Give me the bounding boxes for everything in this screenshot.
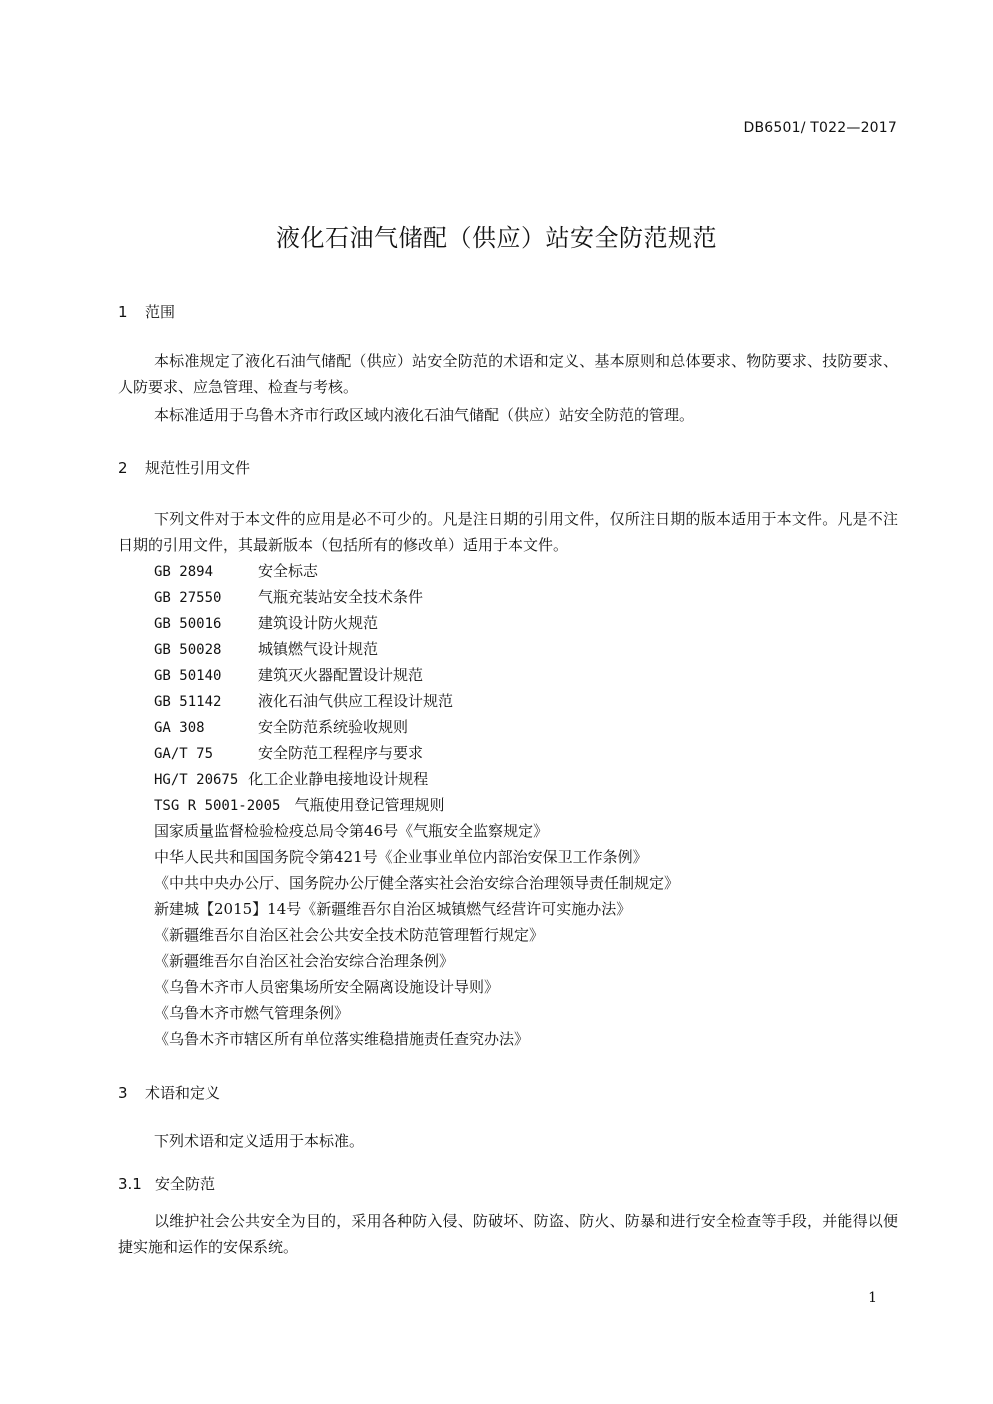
reference-item: [154, 766, 679, 792]
reference-code: GB 2894: [154, 564, 214, 580]
reference-document: 《乌鲁木齐市人员密集场所安全隔离设施设计导则》: [154, 978, 500, 996]
reference-code: GB 27550: [154, 590, 222, 606]
reference-document: 《新疆维吾尔自治区社会治安综合治理条例》: [154, 952, 455, 970]
section-number: 2: [118, 459, 128, 477]
reference-document: 《乌鲁木齐市燃气管理条例》: [154, 1004, 350, 1022]
subsection-3-1-heading: [118, 1173, 215, 1194]
normative-intro: 下列文件对于本文件的应用是必不可少的。凡是注日期的引用文件，仅所注日期的版本适用于本文件。凡是不注日期的引用文件，其最新版本（包括所有的修改单）适用于本文件。: [118, 510, 898, 554]
reference-code: GA/T 75: [154, 746, 214, 762]
section-1-heading: [118, 301, 175, 322]
scope-paragraph-2: 本标准适用于乌鲁木齐市行政区域内液化石油气储配（供应）站安全防范的管理。: [154, 406, 695, 424]
reference-title: 安全防范系统验收规则: [258, 718, 409, 736]
reference-code: HG/T 20675: [154, 772, 239, 788]
reference-document: 国家质量监督检验检疫总局令第46号《气瓶安全监察规定》: [154, 822, 549, 840]
document-code: DB6501/ T022—2017: [743, 120, 897, 136]
reference-item: [154, 662, 679, 688]
scope-paragraph-1: 本标准规定了液化石油气储配（供应）站安全防范的术语和定义、基本原则和总体要求、物防要求、技防要求、人防要求、应急管理、检查与考核。: [118, 352, 898, 396]
reference-item: [154, 714, 679, 740]
reference-title: 安全标志: [258, 562, 319, 580]
reference-code: GB 50016: [154, 616, 222, 632]
reference-item: [154, 740, 679, 766]
term-definition: 以维护社会公共安全为目的，采用各种防入侵、防破坏、防盗、防火、防暴和进行安全检查等手段，并能得以便捷实施和运作的安保系统。: [118, 1212, 898, 1256]
reference-title: 城镇燃气设计规范: [258, 640, 379, 658]
reference-code: GB 50140: [154, 668, 222, 684]
reference-title: 气瓶使用登记管理规则: [294, 796, 445, 814]
section-title: 规范性引用文件: [145, 459, 251, 477]
reference-document: 中华人民共和国国务院令第421号《企业事业单位内部治安保卫工作条例》: [154, 848, 648, 866]
document-title: 液化石油气储配（供应）站安全防范规范: [276, 224, 717, 252]
reference-title: 化工企业静电接地设计规程: [248, 770, 429, 788]
reference-title: 气瓶充装站安全技术条件: [258, 588, 424, 606]
terms-intro: 下列术语和定义适用于本标准。: [154, 1132, 365, 1150]
section-title: 范围: [145, 303, 176, 321]
reference-document: 《中共中央办公厅、国务院办公厅健全落实社会治安综合治理领导责任制规定》: [154, 874, 680, 892]
reference-document: 《乌鲁木齐市辖区所有单位落实维稳措施责任查究办法》: [154, 1030, 530, 1048]
reference-document: 新建城【2015】14号《新疆维吾尔自治区城镇燃气经营许可实施办法》: [154, 900, 632, 918]
subsection-title: 安全防范: [155, 1175, 216, 1193]
reference-code: GB 50028: [154, 642, 222, 658]
reference-title: 安全防范工程程序与要求: [258, 744, 424, 762]
reference-item: [154, 636, 679, 662]
section-title: 术语和定义: [145, 1084, 221, 1102]
reference-item: [154, 610, 679, 636]
section-2-heading: [118, 457, 250, 478]
section-3-heading: [118, 1082, 220, 1103]
reference-document: 《新疆维吾尔自治区社会公共安全技术防范管理暂行规定》: [154, 926, 545, 944]
section-number: 1: [118, 303, 128, 321]
reference-list: [154, 558, 679, 1052]
reference-item: [154, 584, 679, 610]
subsection-number: 3.1: [118, 1175, 142, 1193]
reference-code: GA 308: [154, 720, 205, 736]
reference-item: [154, 792, 679, 818]
reference-code: TSG R 5001-2005: [154, 798, 281, 814]
page-number: 1: [868, 1290, 877, 1306]
reference-code: GB 51142: [154, 694, 222, 710]
reference-title: 建筑灭火器配置设计规范: [258, 666, 424, 684]
section-number: 3: [118, 1084, 128, 1102]
reference-item: [154, 688, 679, 714]
reference-title: 液化石油气供应工程设计规范: [258, 692, 454, 710]
reference-title: 建筑设计防火规范: [258, 614, 379, 632]
reference-item: [154, 558, 679, 584]
